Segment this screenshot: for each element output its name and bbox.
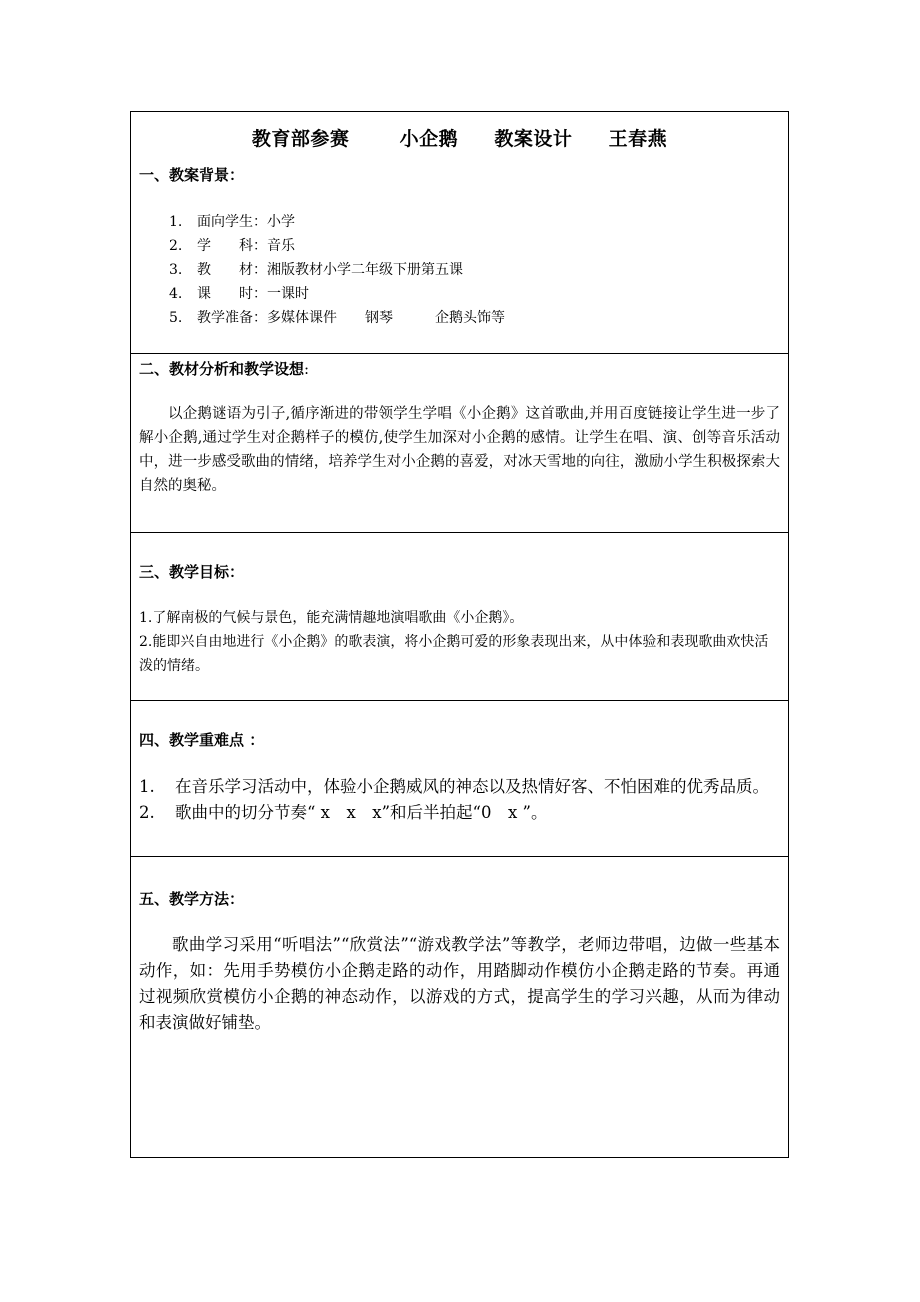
divider xyxy=(131,700,788,701)
title-lesson: 小企鹅 xyxy=(399,128,459,150)
section2-heading: 二、教材分析和教学设想: xyxy=(139,360,310,378)
list-item: 4. 课 时：一课时 xyxy=(169,286,309,302)
section4-list xyxy=(139,774,780,826)
document-title xyxy=(131,124,788,151)
section2-text: 以企鹅谜语为引子,循序渐进的带领学生学唱《小企鹅》这首歌曲,并用百度链接让学生进一步了解小企鹅,通过学生对企鹅样子的模仿,使学生加深对小企鹅的感情。让学生在唱、演、创等音乐活动中，进一步感受歌曲的情绪，培养学生对小企鹅的喜爱，对冰天雪地的向往，激励小学生积极探索大自然的奥秘。 xyxy=(139,406,780,494)
list-item: 1.了解南极的气候与景色，能充满情趣地演唱歌曲《小企鹅》。 xyxy=(139,610,524,626)
section3-list xyxy=(139,606,780,678)
divider xyxy=(131,353,788,354)
lesson-plan-table xyxy=(130,111,789,1158)
title-event: 教育部参赛 xyxy=(251,128,350,150)
section1-list xyxy=(169,210,505,330)
divider xyxy=(131,856,788,857)
section4-heading: 四、教学重难点 ： xyxy=(139,731,265,749)
list-item: 2. 学 科：音乐 xyxy=(169,238,295,254)
list-item: 2.能即兴自由地进行《小企鹅》的歌表演，将小企鹅可爱的形象表现出来，从中体验和表现歌曲欢快活泼的情绪。 xyxy=(139,634,769,674)
list-item: 1. 面向学生：小学 xyxy=(169,214,295,230)
list-item: 5. 教学准备：多媒体课件 钢琴 企鹅头饰等 xyxy=(169,310,505,326)
list-item: 3. 教 材：湘版教材小学二年级下册第五课 xyxy=(169,262,463,278)
title-type: 教案设计 xyxy=(494,128,573,150)
section1-heading: 一、教案背景： xyxy=(139,166,245,184)
section5-heading: 五、教学方法： xyxy=(139,890,245,908)
section5-text: 歌曲学习采用“听唱法”“欣赏法”“游戏教学法”等教学，老师边带唱，边做一些基本动作，如：先用手势模仿小企鹅走路的动作，用踏脚动作模仿小企鹅走路的节奏。再通过视频欣赏模仿小企鹅的神态动作，以游戏的方式，提高学生的学习兴趣，从而为律动和表演做好铺垫。 xyxy=(139,935,780,1032)
section3-heading: 三、教学目标： xyxy=(139,563,245,581)
divider xyxy=(131,532,788,533)
list-item: 2. 歌曲中的切分节奏“ x x x”和后半拍起“0 x ”。 xyxy=(139,803,548,822)
title-author: 王春燕 xyxy=(608,128,668,150)
list-item: 1. 在音乐学习活动中，体验小企鹅威风的神态以及热情好客、不怕困难的优秀品质。 xyxy=(139,777,769,796)
